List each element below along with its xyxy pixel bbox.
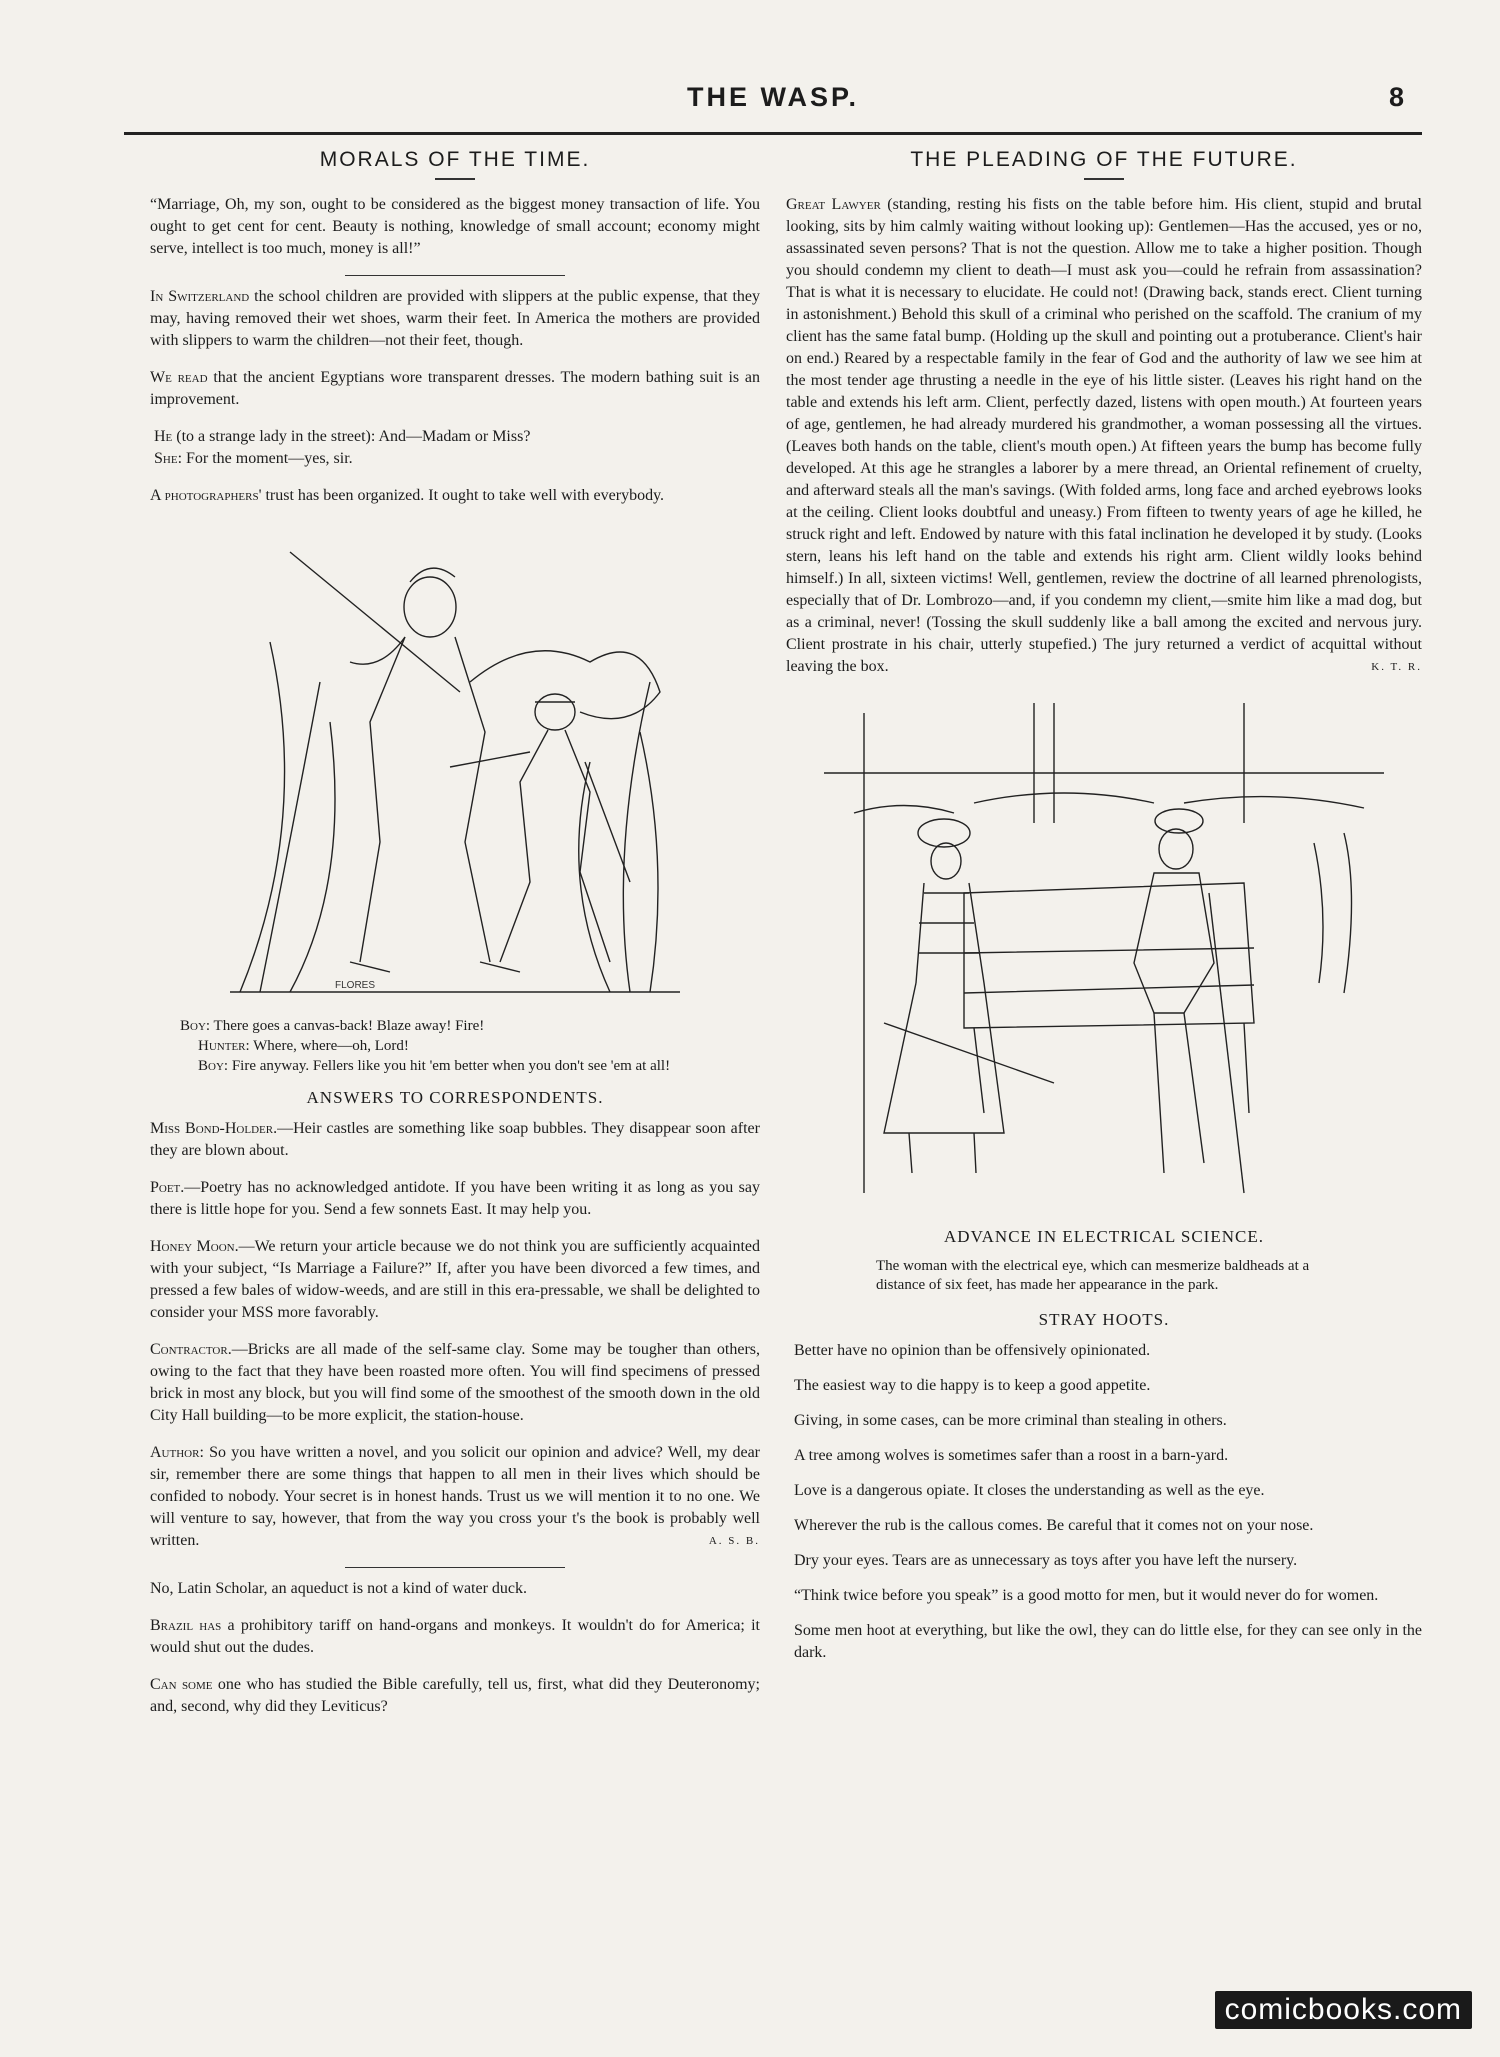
answer-honey-moon — [150, 1236, 760, 1324]
answer-author — [150, 1442, 760, 1552]
lead-words: Can some — [150, 1676, 213, 1693]
paragraph-text: a prohibitory tariff on hand-organs and monkeys. It wouldn't do for America; it would shut out the dudes. — [150, 1617, 760, 1656]
dialog-text: (to a strange lady in the street): And—Madam or Miss? — [172, 428, 531, 445]
hunting-cartoon-illustration — [230, 522, 680, 1002]
speaker: She — [154, 450, 178, 467]
hoot-item: Giving, in some cases, can be more criminal than stealing in others. — [794, 1412, 1227, 1429]
speaker: He — [154, 428, 173, 445]
hoot-item: “Think twice before you speak” is a good motto for men, but it would never do for women. — [794, 1587, 1379, 1604]
caption-text: : Fire anyway. Fellers like you hit 'em better when you don't see 'em at all! — [223, 1058, 671, 1074]
hoot-item: A tree among wolves is sometimes safer than a roost in a barn-yard. — [794, 1447, 1229, 1464]
hoot-item: Love is a dangerous opiate. It closes the understanding as well as the eye. — [794, 1482, 1265, 1499]
morals-title: MORALS OF THE TIME. — [319, 148, 591, 171]
answer-bond-holder — [150, 1118, 760, 1162]
pleading-title: THE PLEADING OF THE FUTURE. — [910, 148, 1298, 171]
paragraph-brazil — [150, 1615, 760, 1659]
street-dialog — [150, 426, 760, 470]
caption-text: : There goes a canvas-back! Blaze away! Fire! — [205, 1018, 485, 1034]
lead-words: We read — [150, 369, 208, 386]
masthead-title: THE WASP. — [686, 82, 860, 112]
page-number: 8 — [1388, 82, 1404, 112]
lead-words: Poet. — [150, 1179, 185, 1196]
speaker: Boy — [198, 1058, 224, 1074]
paragraph-text: the school children are provided with slippers at the public expense, that they may, having removed their wet shoes, warm their feet. In America the mothers are provided with slippers to warm the children—not their feet, though. — [150, 288, 761, 349]
cartoon-heading: ADVANCE IN ELECTRICAL SCIENCE. — [944, 1227, 1264, 1246]
answer-contractor — [150, 1339, 760, 1427]
caption-text: : Where, where—oh, Lord! — [245, 1038, 409, 1054]
lead-words: Brazil has — [150, 1617, 222, 1634]
answer-poet — [150, 1177, 760, 1221]
hoot-item: Dry your eyes. Tears are as unnecessary as toys after you have left the nursery. — [794, 1552, 1298, 1569]
dialog-line — [150, 448, 760, 470]
caption-line — [180, 1036, 760, 1056]
park-bench-cartoon-illustration — [824, 693, 1384, 1213]
hoot-item: Better have no opinion than be offensively opinionated. — [794, 1342, 1151, 1359]
dialog-text: : For the moment—yes, sir. — [177, 450, 353, 467]
site-watermark: comicbooks.com — [1215, 1991, 1472, 2029]
hoot-item: Some men hoot at everything, but like the owl, they can do little else, for they can see only in the dark. — [794, 1622, 1422, 1661]
left-column — [150, 140, 760, 1733]
pleading-text: (standing, resting his fists on the table before him. His client, stupid and brutal looking, sits by him calmly waiting without looking up): Gentlemen—Has the accused, yes or no, assassinated seven persons? That is not the question. Allow me to take a higher position. Though you should condemn my client to death—I must ask you—could he refrain from assassination? That is what it is necessary to elucidate. He could not! (Drawing back, stands erect. Client turning in astonishment.) Behold this skull of a criminal who perished on the scaffold. The cranium of my client has the same fatal bump. (Holding up the skull and pointing out a protuberance. Client's hair on end.) Reared by a respectable family in the fear of God and the authority of law we see him at the most tender age thrusting a needle in the eye of his little sister. (Leaves his right hand on the table and extends his left arm. Client, perfectly dazed, listens with open mouth.) At fourteen years of age, gentlemen, he had already murdered his grandmother, a woman possessing all the virtues. (Leaves both hands on the table, client's mouth open.) At fifteen years the bump has become fully developed. At this age he strangles a laborer by a mere thread, an Oriental refinement of cruelty, and afterward steals all the man's savings. (With folded arms, long face and arched eyebrows looks at the ceiling. Client looks doubtful and uneasy.) From fifteen to twenty years of age he killed, he struck right and left. Endowed by nature with this fatal inclination he developed it by study. (Looks stern, leans his left hand on the table and extends his right arm. Client wildly looks behind himself.) In all, sixteen victims! Well, gentlemen, review the doctrine of all learned phrenologists, especially that of Dr. Lombrozo—and, if you condemn my client,—smite him like a mad dog, but as a criminal, never! (Tossing the skull suddenly like a ball among the excited and nervous jury. Client prostrate in his chair, utterly stupefied.) The jury returned a verdict of acquittal without leaving the box. — [786, 196, 1422, 675]
answer-text: : So you have written a novel, and you solicit our opinion and advice? Well, my dear sir, remember there are some things that happen to all men in their lives which should be confided to nobody. Your secret is in honest hands. Trust us we will mention it to no one. We will venture to say, however, that from the way you cross your t's the book is probably well written. — [150, 1444, 760, 1549]
paragraph-bible — [150, 1674, 760, 1718]
paragraph-egyptians — [150, 367, 760, 411]
stray-hoots-heading: STRAY HOOTS. — [1038, 1310, 1170, 1329]
marriage-quote: “Marriage, Oh, my son, ought to be considered as the biggest money transaction of life. You ought to get cent for cent. Beauty is nothing, knowledge of small account; economy might serve, intellect is too much, money is all!” — [150, 196, 760, 257]
speaker: Boy — [180, 1018, 206, 1034]
right-column — [786, 140, 1422, 1677]
answer-text: —Poetry has no acknowledged antidote. If you have been writing it as long as you say there is little hope for you. Send a few sonnets East. It may help you. — [150, 1179, 760, 1218]
title-rule — [435, 178, 475, 180]
paragraph-text: trust has been organized. It ought to take well with everybody. — [261, 487, 665, 504]
paragraph-switzerland — [150, 286, 760, 352]
lead-words: Honey Moon. — [150, 1238, 239, 1255]
caption-line — [180, 1056, 760, 1076]
paragraph-text: No, Latin Scholar, an aqueduct is not a kind of water duck. — [150, 1580, 528, 1597]
paragraph-text: that the ancient Egyptians wore transparent dresses. The modern bathing suit is an improvement. — [150, 369, 761, 408]
lead-words: Great Lawyer — [786, 196, 881, 213]
dialog-line — [150, 426, 760, 448]
paragraph-text: one who has studied the Bible carefully, tell us, first, what did they Deuteronomy; and, second, why did they Leviticus? — [150, 1676, 761, 1715]
divider — [345, 275, 565, 276]
lead-words: Author — [150, 1444, 200, 1461]
signature: K. T. R. — [1371, 661, 1422, 673]
answer-text: —We return your article because we do not think you are sufficiently acquainted with your subject, “Is Marriage a Failure?” If, after you have been divorced a few times, and pressed a few bales of widow-weeds, and are still in this era-pressable, we shall be delighted to consider your MSS more favorably. — [150, 1238, 760, 1321]
answers-heading: ANSWERS TO CORRESPONDENTS. — [306, 1088, 604, 1107]
lead-words: Miss Bond-Holder. — [150, 1120, 278, 1137]
pleading-body — [786, 194, 1422, 678]
hoot-item: Wherever the rub is the callous comes. Be careful that it comes not on your nose. — [794, 1517, 1314, 1534]
header-rule — [124, 132, 1422, 135]
cartoon-caption: The woman with the electrical eye, which can mesmerize baldheads at a distance of six feet, has made her appearance in the park. — [876, 1258, 1310, 1293]
speaker: Hunter — [198, 1038, 246, 1054]
caption-line — [180, 1016, 760, 1036]
svg-text:FLORES: FLORES — [335, 980, 376, 991]
hoot-item: The easiest way to die happy is to keep a good appetite. — [794, 1377, 1151, 1394]
paragraph-latin-scholar — [150, 1578, 760, 1600]
lead-words: In Switzerland — [150, 288, 250, 305]
divider — [345, 1567, 565, 1568]
hunting-cartoon-caption — [180, 1016, 760, 1076]
answer-text: —Bricks are all made of the self-same clay. Some may be tougher than others, owing to the fact that they have been roasted more often. You will find specimens of pressed brick in most any block, but you will find some of the smoothest of the smooth down in the old City Hall building—to be more explicit, the station-house. — [150, 1341, 760, 1424]
signature: A. S. B. — [708, 1535, 760, 1547]
title-rule — [1084, 178, 1124, 180]
paragraph-photographers — [150, 485, 760, 507]
lead-words: A photographers' — [150, 487, 262, 504]
lead-words: Contractor. — [150, 1341, 232, 1358]
answer-text: —Heir castles are something like soap bubbles. They disappear soon after they are blown about. — [150, 1120, 760, 1159]
